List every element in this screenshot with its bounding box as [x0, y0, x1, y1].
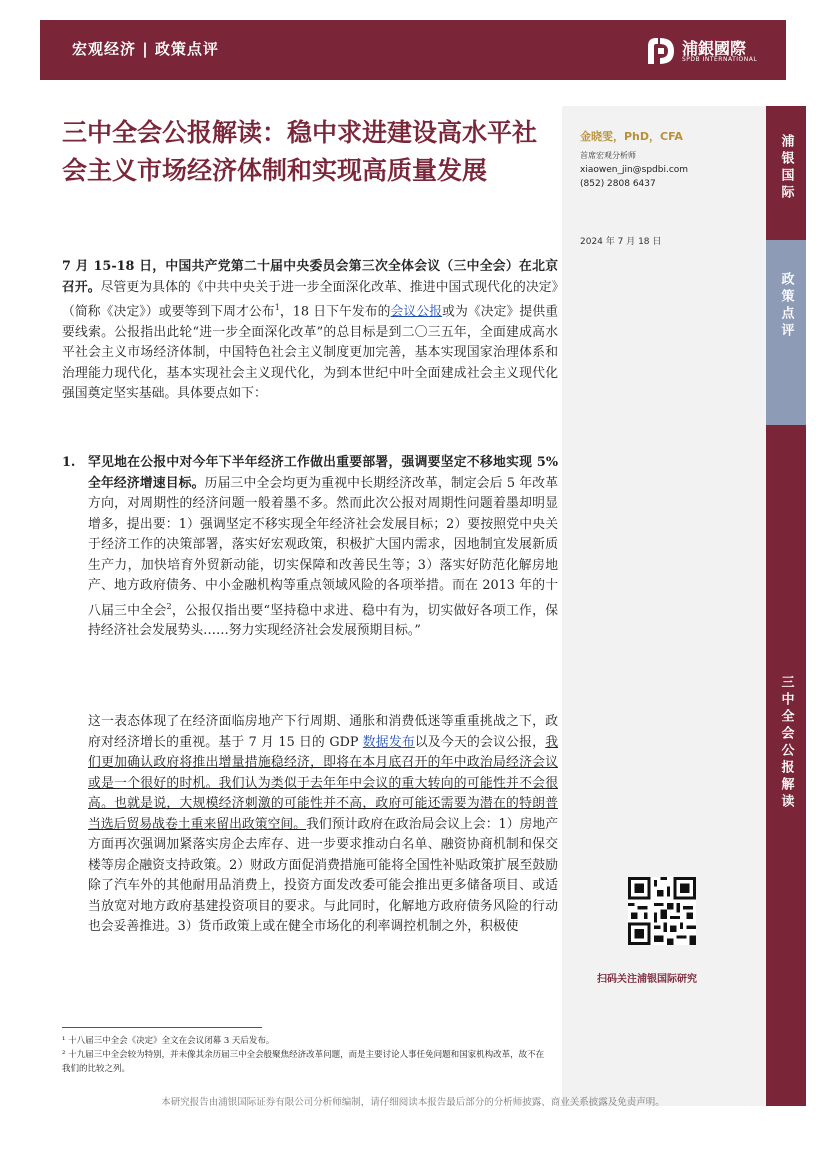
side-tab-brand-label: 浦银国际	[778, 134, 794, 202]
list-item-1	[62, 453, 558, 642]
side-tab-topic-label: 三中全会公报解读	[778, 675, 794, 811]
logo-subtitle: SPDB INTERNATIONAL	[682, 56, 758, 63]
qr-code-icon	[628, 877, 696, 945]
author-role: 首席宏观分析师	[580, 151, 636, 160]
qr-caption: 扫码关注浦银国际研究	[597, 974, 697, 985]
logo-name: 浦銀國際	[682, 39, 747, 58]
footnotes	[62, 1034, 552, 1076]
analysis-paragraph	[88, 712, 558, 938]
side-tab-topic	[766, 425, 806, 1106]
author-phone: (852) 2808 6437	[580, 179, 656, 189]
spdb-logo	[644, 34, 774, 68]
list-item-text	[88, 453, 558, 642]
footnote-1: ¹ 十八届三中全会《决定》全文在会议闭幕 3 天后发布。	[62, 1036, 275, 1046]
footnote-divider	[62, 1027, 262, 1028]
author-block	[580, 128, 760, 189]
list-item-body-2: ，公报仅指出要“坚持稳中求进、稳中有为，切实做好各项工作，保持经济社会发展势头……努力实现经济社会发展预期目标。”	[88, 602, 559, 639]
report-date: 2024 年 7 月 18 日	[580, 237, 662, 247]
side-tab-type-label: 政策点评	[778, 272, 794, 340]
spdb-logo-icon	[644, 34, 678, 68]
communique-link[interactable]: 会议公报	[390, 304, 443, 320]
intro-paragraph	[62, 257, 558, 405]
footnote-2: ² 十九届三中全会较为特别，并未像其余历届三中全会般聚焦经济改革问题，而是主要讨论人事任免问题和国家机构改革，故不在我们的比较之列。	[62, 1050, 545, 1074]
intro-text-3: 或为《决定》提供重要线索。公报指出此轮“进一步全面深化改革”的总目标是到二〇三五年，全面建成高水平社会主义市场经济体制，中国特色社会主义制度更加完善，基本实现国家治理体系和治理能力现代化，基本实现社会主义现代化，为到本世纪中叶全面建成社会主义现代化强国奠定坚实基础。具体要点如下：	[62, 304, 559, 402]
analysis-text-3: 我们预计政府在政治局会议上会：1）房地产方面再次强调加紧落实房企去库存、进一步要求推动白名单、融资协商机制和保交楼等房企融资支持政策。2）财政方面促消费措施可能将全国性补贴政策扩展至鼓励除了汽车外的其他耐用品消费上，投资方面发改委可能会推出更多储备项目、或适当放宽对地方政府基建投资项目的要求。与此同时，化解地方政府债务风险的行动也会妥善推进。3）货币政策上或在健全市场化的利率调控机制之外，积极使	[88, 816, 558, 934]
header-bar	[40, 20, 786, 80]
side-tab-brand	[766, 106, 806, 240]
gdp-data-link[interactable]: 数据发布	[362, 734, 415, 750]
intro-text-2: ，18 日下午发布的	[279, 304, 391, 320]
analysis-text-2: 以及今天的会议公报，	[414, 734, 546, 750]
list-item-lead: 罕见地在公报中对今年下半年经济工作做出重要部署，强调要坚定不移地实现 5%全年经济增速目标。	[88, 455, 558, 491]
disclaimer: 本研究报告由浦银国际证券有限公司分析师编制，请仔细阅读本报告最后部分的分析师披露、商业关系披露及免责声明。	[161, 1097, 665, 1108]
report-category: 宏观经济 | 政策点评	[72, 40, 219, 58]
author-name: 金晓雯，PhD，CFA	[580, 130, 683, 143]
footnote-ref-2[interactable]: 2	[166, 601, 172, 611]
sidebar	[562, 106, 766, 1106]
side-tab-type	[766, 240, 806, 425]
footnote-ref-1[interactable]: 1	[274, 303, 280, 312]
report-title: 三中全会公报解读：稳中求进建设高水平社会主义市场经济体制和实现高质量发展	[62, 118, 538, 185]
author-email[interactable]: xiaowen_jin@spdbi.com	[580, 165, 689, 175]
intro-text-1: 尽管更为具体的《中共中央关于进一步全面深化改革、推进中国式现代化的决定》（简称《决定》）或要等到下周才公布	[62, 279, 558, 320]
intro-lead: 7 月 15-18 日，中国共产党第二十届中央委员会第三次全体会议（三中全会）在北京召开。	[62, 259, 558, 295]
analysis-text-1: 这一表态体现了在经济面临房地产下行周期、通胀和消费低迷等重重挑战之下，政府对经济增长的重视。基于 7 月 15 日的 GDP	[88, 714, 558, 750]
list-item-body-1: 历届三中全会均更为重视中长期经济改革，制定会后 5 年改革方向，对周期性的经济问题一般着墨不多。然而此次公报对周期性问题着墨却明显增多，提出要：1）强调坚定不移实现全年经济社会发展目标；2）要按照党中央关于经济工作的决策部署，落实好宏观政策，积极扩大国内需求，因地制宜发展新质生产力，加快培育外贸新动能，切实保障和改善民生等；3）落实好防范化解房地产、地方政府债务、中小金融机构等重点领域风险的各项举措。而在 2013 年的十八届三中全会	[88, 475, 559, 618]
list-item-number: 1.	[62, 455, 76, 470]
analysis-key-view: 我们更加确认政府将推出增量措施稳经济，即将在本月底召开的年中政治局经济会议或是一个很好的时机。我们认为类似于去年年中会议的重大转向的可能性并不会很高。也就是说，大规模经济刺激的可能性并不高，政府可能还需要为潜在的特朗普当选后贸易战卷土重来留出政策空间。	[88, 734, 559, 832]
